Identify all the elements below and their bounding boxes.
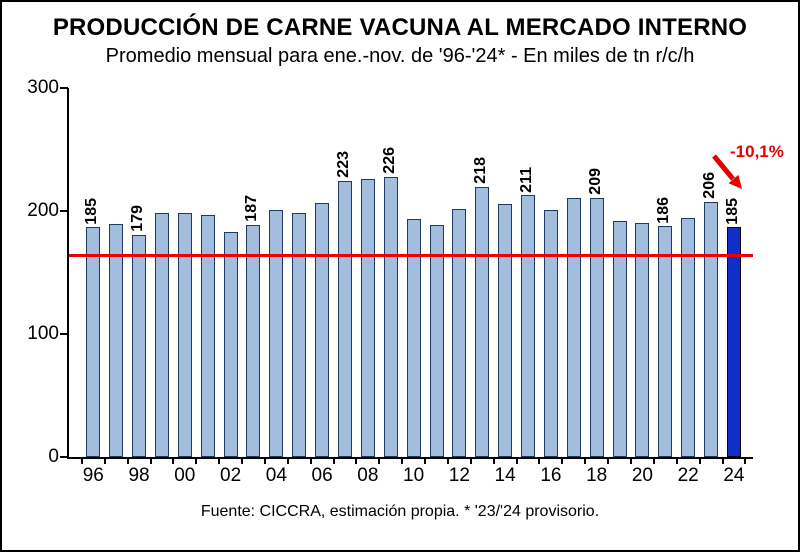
bar-2005	[292, 213, 306, 457]
x-axis-tick	[264, 457, 266, 464]
y-axis-tick-label: 200	[27, 200, 59, 221]
y-axis-tick	[60, 210, 68, 212]
x-axis-tick	[195, 457, 197, 464]
bar-2004	[269, 210, 283, 457]
bar-2015	[521, 195, 535, 457]
x-axis-tick	[538, 457, 540, 464]
x-axis-tick	[561, 457, 563, 464]
bar-2013	[475, 187, 489, 457]
bar-2002	[224, 232, 238, 457]
x-axis-tick	[81, 457, 83, 464]
chart-subtitle: Promedio mensual para ene.-nov. de '96-'24* - En miles de tn r/c/h	[105, 45, 695, 67]
x-axis-tick	[676, 457, 678, 464]
bar-1999	[155, 213, 169, 457]
bar-2006	[315, 203, 329, 457]
x-axis-tick	[607, 457, 609, 464]
y-axis-tick	[60, 456, 68, 458]
chart-title: PRODUCCIÓN DE CARNE VACUNA AL MERCADO INTERNO	[52, 14, 748, 41]
annotation-label: -10,1%	[730, 142, 784, 161]
source-note: Fuente: CICCRA, estimación propia. * '23/'24 provisorio.	[200, 503, 600, 520]
x-axis-tick-label: 02	[220, 465, 242, 486]
x-axis-tick	[150, 457, 152, 464]
y-axis-tick	[60, 87, 68, 89]
x-axis-tick	[401, 457, 403, 464]
x-axis-tick-label: 04	[265, 465, 287, 486]
bar-2018	[590, 198, 604, 457]
bar-value-label: 218	[472, 157, 490, 184]
bar-1998	[132, 235, 146, 457]
x-axis-tick	[172, 457, 174, 464]
bar-1997	[109, 224, 123, 457]
annotation-arrow-icon	[701, 150, 754, 199]
x-axis-tick	[104, 457, 106, 464]
x-axis-tick	[584, 457, 586, 464]
bar-2009	[384, 177, 398, 457]
bar-1996	[86, 227, 100, 457]
bar-2012	[452, 209, 466, 457]
reference-line	[69, 254, 753, 257]
x-axis-tick	[127, 457, 129, 464]
bar-value-label: 223	[334, 151, 352, 178]
x-axis-tick	[333, 457, 335, 464]
y-axis-tick-label: 100	[27, 323, 59, 344]
x-axis-tick-label: 24	[723, 465, 745, 486]
x-axis-tick	[424, 457, 426, 464]
bar-2023	[704, 202, 718, 457]
bar-2014	[498, 204, 512, 457]
bar-value-label: 179	[129, 205, 147, 232]
y-axis-tick-label: 300	[27, 77, 59, 98]
x-axis-tick-label: 08	[357, 465, 379, 486]
x-axis-tick-label: 12	[448, 465, 470, 486]
x-axis-tick	[310, 457, 312, 464]
bar-2011	[430, 225, 444, 457]
x-axis-tick	[470, 457, 472, 464]
x-axis-tick-label: 16	[540, 465, 562, 486]
bar-value-label: 187	[243, 195, 261, 222]
x-axis-tick	[653, 457, 655, 464]
bar-2007	[338, 181, 352, 457]
x-axis-tick-label: 96	[82, 465, 104, 486]
x-axis-tick	[378, 457, 380, 464]
x-axis-tick-label: 18	[586, 465, 608, 486]
x-axis-tick-label: 06	[311, 465, 333, 486]
x-axis-tick	[241, 457, 243, 464]
x-axis-tick	[355, 457, 357, 464]
bar-value-label: 206	[701, 171, 719, 199]
x-axis-tick	[516, 457, 518, 464]
bar-value-label: 185	[723, 197, 741, 225]
x-axis-tick	[744, 457, 746, 464]
bar-2017	[567, 198, 581, 457]
bar-2016	[544, 210, 558, 457]
bar-value-label: 186	[655, 196, 673, 224]
bar-2021	[658, 226, 672, 457]
x-axis-tick-label: 00	[174, 465, 196, 486]
bar-2003	[246, 225, 260, 457]
x-axis-tick	[722, 457, 724, 464]
bar-value-label: 185	[83, 197, 101, 225]
bar-value-label: 211	[518, 166, 536, 193]
x-axis-tick	[630, 457, 632, 464]
x-axis-tick	[218, 457, 220, 464]
bar-2008	[361, 179, 375, 457]
y-axis-tick	[60, 333, 68, 335]
x-axis-tick-label: 20	[631, 465, 653, 486]
x-axis-tick-label: 22	[677, 465, 699, 486]
bar-value-label: 209	[586, 168, 604, 195]
x-axis-tick	[447, 457, 449, 464]
bar-2020	[635, 223, 649, 457]
plot-area	[27, 77, 753, 486]
x-axis-tick-label: 14	[494, 465, 516, 486]
bar-2024	[727, 227, 741, 457]
bar-2001	[201, 215, 215, 457]
x-axis-tick	[699, 457, 701, 464]
bar-value-label: 226	[380, 147, 398, 175]
bar-2000	[178, 213, 192, 457]
x-axis-tick	[287, 457, 289, 464]
x-axis-tick-label: 98	[128, 465, 150, 486]
x-axis-tick	[493, 457, 495, 464]
y-axis-tick-label: 0	[48, 446, 59, 467]
x-axis-tick-label: 10	[403, 465, 425, 486]
